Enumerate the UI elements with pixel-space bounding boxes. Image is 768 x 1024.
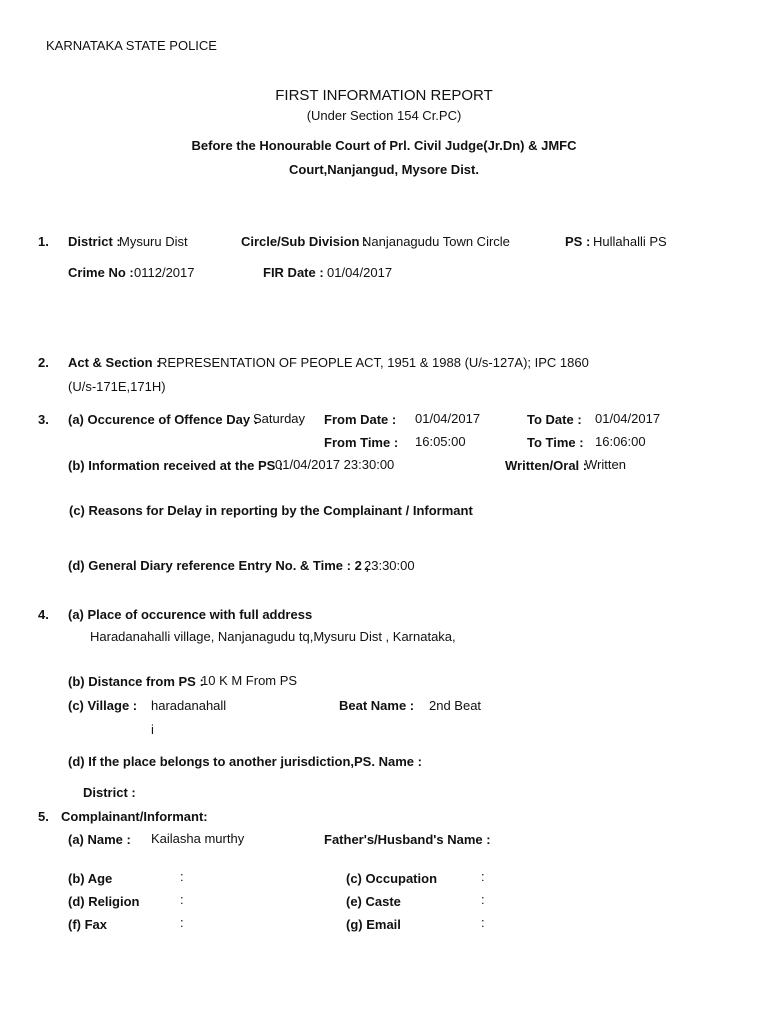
info-received-label: (b) Information received at the PS :: [68, 458, 284, 473]
offence-day-value: Saturday: [253, 411, 306, 426]
place-value: Haradanahalli village, Nanjanagudu tq,Mysuru Dist , Karnataka,: [90, 629, 456, 644]
fax-label: (f) Fax: [68, 917, 107, 932]
to-time-label: To Time :: [527, 435, 584, 450]
to-date-label: To Date :: [527, 412, 582, 427]
info-received-value: 01/04/2017 23:30:00: [275, 457, 395, 472]
caste-colon: :: [481, 892, 485, 907]
fir-date-value: 01/04/2017: [327, 265, 393, 280]
age-colon: :: [180, 869, 184, 884]
court-line-1: Before the Honourable Court of Prl. Civil Judge(Jr.Dn) & JMFC: [191, 138, 577, 153]
section-5-number: 5.: [38, 809, 49, 824]
from-time-value: 16:05:00: [415, 434, 466, 449]
delay-reason-label: (c) Reasons for Delay in reporting by the Complainant / Informant: [69, 503, 473, 518]
email-colon: :: [481, 915, 485, 930]
age-label: (b) Age: [68, 871, 113, 886]
general-diary-label: (d) General Diary reference Entry No. & Time : 2 ,: [68, 558, 370, 573]
complainant-label: Complainant/Informant:: [61, 809, 208, 824]
section-2-number: 2.: [38, 355, 49, 370]
ps-value: Hullahalli PS: [593, 234, 667, 249]
religion-colon: :: [180, 892, 184, 907]
distance-value: 10 K M From PS: [201, 673, 298, 688]
village-value: haradanahall: [151, 698, 227, 713]
place-label: (a) Place of occurence with full address: [68, 607, 313, 622]
from-time-label: From Time :: [324, 435, 399, 450]
village-label: (c) Village :: [68, 698, 138, 713]
act-section-value-cont: (U/s-171E,171H): [68, 379, 166, 394]
occupation-label: (c) Occupation: [346, 871, 438, 886]
written-oral-value: Written: [585, 457, 626, 472]
from-date-value: 01/04/2017: [415, 411, 481, 426]
to-time-value: 16:06:00: [595, 434, 646, 449]
organization-name: KARNATAKA STATE POLICE: [46, 38, 217, 53]
circle-label: Circle/Sub Division :: [241, 234, 368, 249]
report-title: FIRST INFORMATION REPORT: [275, 87, 493, 104]
offence-day-label: (a) Occurence of Offence Day :: [68, 412, 258, 427]
beat-name-value: 2nd Beat: [429, 698, 482, 713]
religion-label: (d) Religion: [68, 894, 140, 909]
to-date-value: 01/04/2017: [595, 411, 661, 426]
name-label: (a) Name :: [68, 832, 131, 847]
ps-label: PS :: [565, 234, 591, 249]
crime-no-value: 0112/2017: [134, 265, 195, 280]
section-4-number: 4.: [38, 607, 49, 622]
father-husband-name-label: Father's/Husband's Name :: [324, 832, 491, 847]
court-line-2: Court,Nanjangud, Mysore Dist.: [289, 162, 479, 177]
crime-no-label: Crime No :: [68, 265, 134, 280]
jurisdiction-district-label: District :: [83, 785, 136, 800]
fax-colon: :: [180, 915, 184, 930]
district-label: District :: [68, 234, 121, 249]
from-date-label: From Date :: [324, 412, 397, 427]
district-value: Mysuru Dist: [119, 234, 188, 249]
name-value: Kailasha murthy: [151, 831, 245, 846]
beat-name-label: Beat Name :: [339, 698, 415, 713]
caste-label: (e) Caste: [346, 894, 401, 909]
act-section-label: Act & Section :: [68, 355, 161, 370]
circle-value: Nanjanagudu Town Circle: [362, 234, 510, 249]
village-value-cont: i: [151, 722, 154, 737]
written-oral-label: Written/Oral :: [505, 458, 588, 473]
occupation-colon: :: [481, 869, 485, 884]
email-label: (g) Email: [346, 917, 401, 932]
general-diary-time: 23:30:00: [364, 558, 415, 573]
section-3-number: 3.: [38, 412, 49, 427]
act-section-value: REPRESENTATION OF PEOPLE ACT, 1951 & 1988 (U/s-127A); IPC 1860: [158, 355, 589, 370]
fir-date-label: FIR Date :: [263, 265, 324, 280]
jurisdiction-label: (d) If the place belongs to another jurisdiction,PS. Name :: [68, 754, 422, 769]
distance-label: (b) Distance from PS :: [68, 674, 204, 689]
report-subtitle: (Under Section 154 Cr.PC): [306, 108, 462, 123]
section-1-number: 1.: [38, 234, 49, 249]
